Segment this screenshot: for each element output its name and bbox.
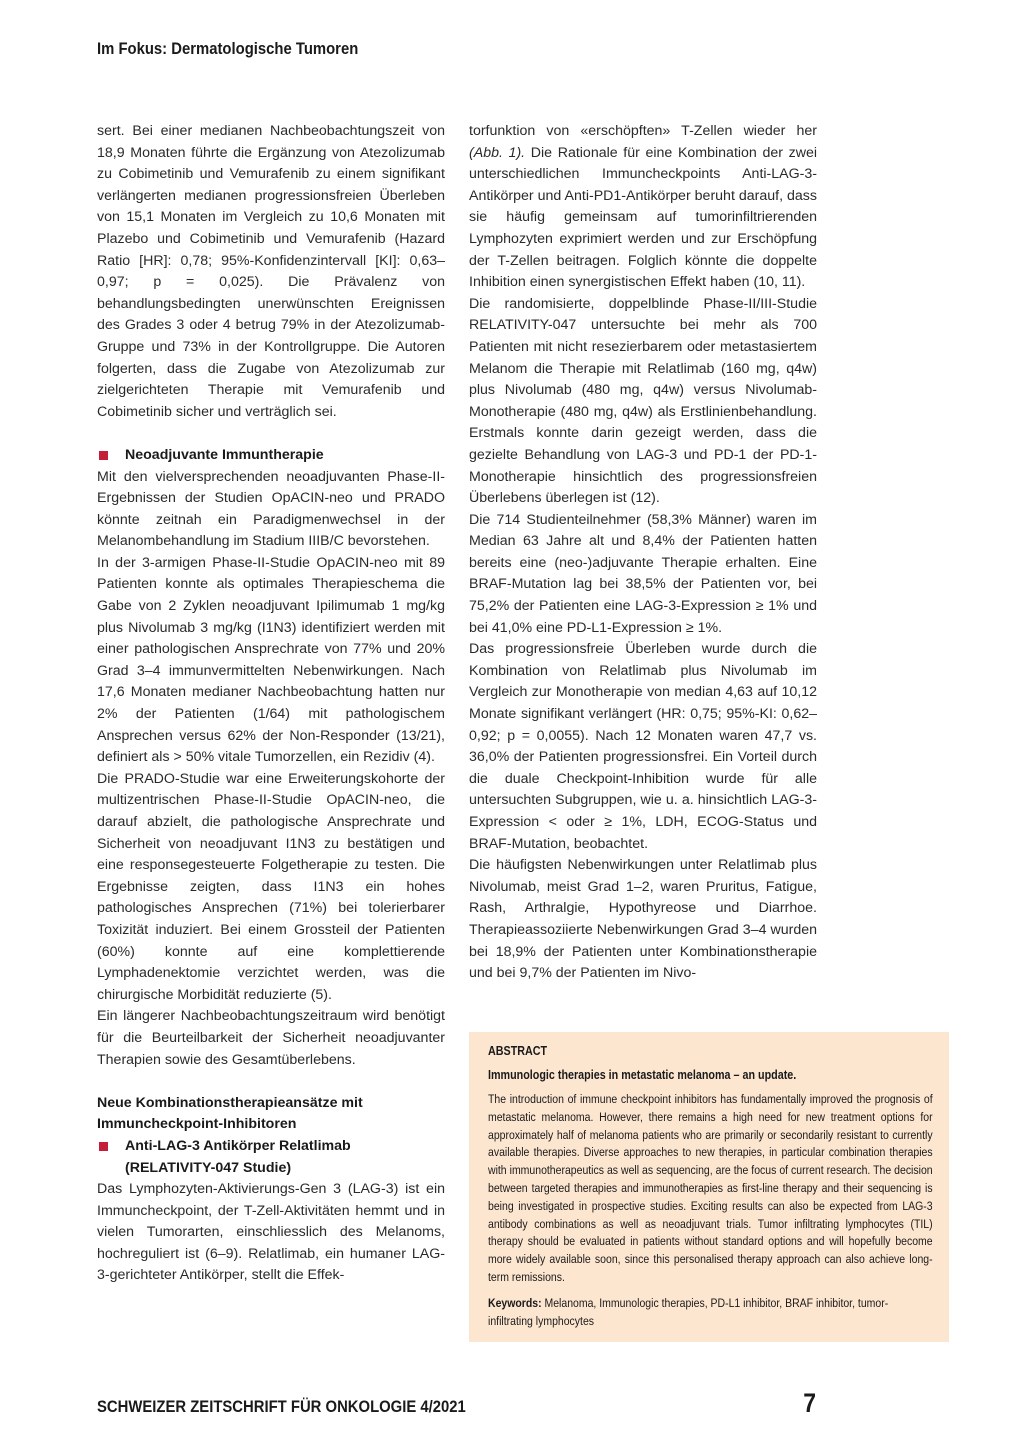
- body-paragraph: Die randomisierte, doppelblinde Phase-II/III-Studie RELATIVITY-047 untersuchte bei mehr als 700 Patienten mit nicht resezierbarem oder metastasiertem Melanom die Therapie mit Relatlimab (160 mg, q4w) plus Nivolumab (480 mg, q4w) versus Nivolumab-Monotherapie (480 mg, q4w) als Erstlinienbehandlung. Erstmals konnte darin gezeigt werden, dass die gezielte Behandlung von LAG-3 und PD-1 der PD-1-Monotherapie hinsichtlich des progressionsfreien Überlebens überlegen ist (12).: [469, 295, 817, 507]
- body-paragraph: Die 714 Studienteilnehmer (58,3% Männer) waren im Median 63 Jahre alt und 8,4% der Patienten hatten bereits eine (neo-)adjuvante Therapie erhalten. Eine BRAF-Mutation lag bei 38,5% der Patienten vor, bei 75,2% der Patienten eine LAG-3-Expression ≥ 1% und bei 41,0% eine PD-L1-Expression ≥ 1%.: [469, 511, 817, 636]
- section-heading: [97, 445, 445, 467]
- left-column: [97, 121, 445, 1287]
- bullet-square-icon: [99, 451, 108, 460]
- heading-text: Anti-LAG-3 Antikörper Relatlimab: [125, 1137, 351, 1154]
- keywords-label: Keywords:: [488, 1295, 542, 1310]
- body-paragraph: Ein längerer Nachbeobachtungszeitraum wird benötigt für die Beurteilbarkeit der Sicherheit neoadjuvanter Therapien sowie des Gesamtüberlebens.: [97, 1008, 445, 1068]
- body-paragraph: In der 3-armigen Phase-II-Studie OpACIN-neo mit 89 Patienten konnte als optimales Therapieschema die Gabe von 2 Zyklen neoadjuvant Ipilimumab 1 mg/kg plus Nivolumab 3 mg/kg (I1N3) identifiziert werden mit einer pathologischen Ansprechrate von 77% und 20% Grad 3–4 immunvermittelten Nebenwirkungen. Nach 17,6 Monaten medianer Nachbeobachtung hatten nur 2% der Patienten (1/64) mit pathologischem Ansprechen versus 62% der Non-Responder (13/21), definiert als > 50% vitale Tumorzellen, ein Rezidiv (4).: [97, 554, 445, 766]
- body-paragraph: sert. Bei einer medianen Nachbeobachtungszeit von 18,9 Monaten führte die Ergänzung von Atezolizumab zu Cobimetinib und Vemurafenib zu einem signifikant verlängerten medianen progressionsfreien Überleben von 15,1 Monaten im Vergleich zu 10,6 Monaten mit Plazebo und Cobimetinib und Vemurafenib (Hazard Ratio [HR]: 0,78; 95%-Konfidenzintervall [KI]: 0,63–0,97; p = 0,025). Die Prävalenz von behandlungsbedingten unerwünschten Ereignissen des Grades 3 oder 4 betrug 79% in der Atezolizumab-Gruppe und 73% in der Kontrollgruppe. Die Autoren folgerten, dass die Zugabe von Atezolizumab zur zielgerichteten Therapie mit Vemurafenib und Cobimetinib sicher und verträglich sei.: [97, 123, 445, 420]
- subsection-heading: [97, 1136, 445, 1158]
- body-paragraph: Das Lymphozyten-Aktivierungs-Gen 3 (LAG-3) ist ein Immuncheckpoint, der T-Zell-Aktivitäten hemmt und in vielen Tumorarten, einschliesslich des Melanoms, hochreguliert ist (6–9). Relatlimab, ein humaner LAG-3-gerichteter Antikörper, stellt die Effek-: [97, 1181, 445, 1284]
- body-paragraph: Die PRADO-Studie war eine Erweiterungskohorte der multizentrischen Phase-II-Studie OpACIN-neo, die darauf abzielt, die pathologische Ansprechrate und Sicherheit von neoadjuvant I1N3 zu bestätigen und eine responsegesteuerte Folgetherapie zu testen. Die Ergebnisse zeigten, dass I1N3 ein hohes pathologisches Ansprechen (71%) bei tolerierbarer Toxizität induziert. Bei einem Grossteil der Patienten (60%) konnte auf eine komplettierende Lymphadenektomie verzichtet werden, was die chirurgische Morbidität reduzierte (5).: [97, 770, 445, 1003]
- body-paragraph: [469, 121, 817, 294]
- abstract-label: ABSTRACT: [488, 1044, 548, 1058]
- text-run: Die Rationale für eine Kombination der zwei unterschiedlichen Immuncheckpoints Anti-LAG-3-Antikörper und Anti-PD1-Antikörper beruht darauf, dass sie häufig gemeinsam auf tumorinfiltrierenden Lymphozyten exprimiert werden und zur Erschöpfung der T-Zellen beitragen. Folglich könnte die doppelte Inhibition einen synergistischen Effekt haben (10, 11).: [469, 144, 817, 291]
- section-heading: Neue Kombinationstherapieansätze mit Immuncheckpoint-Inhibitoren: [97, 1094, 363, 1133]
- page-number: 7: [803, 1388, 816, 1418]
- running-head: Im Fokus: Dermatologische Tumoren: [97, 40, 359, 58]
- abstract-body: The introduction of immune checkpoint inhibitors has fundamentally improved the prognosis of metastatic melanoma. However, there remains a high need for new treatment options for approximately half of melanoma patients who are primarily or secondarily resistant to currently available therapies. Diverse approaches to new therapies, in particular combination therapies with immunotherapeutics as well as sequencing, are the focus of current research. The decision between targeted therapies and immunotherapies as first-line therapy and their sequencing is being investigated in prospective studies. Exciting results can also be expected from LAG-3 antibody combinations as well as neoadjuvant trials. Tumor infiltrating lymphocytes (TIL) therapy should be evaluated in patients without standard options and will hopefully become more widely available soon, since this personalised therapy approach can also achieve long-term remissions.: [488, 1092, 933, 1284]
- body-paragraph: Das progressionsfreie Überleben wurde durch die Kombination von Relatlimab plus Nivolumab im Vergleich zur Monotherapie von median 4,63 auf 10,12 Monate signifikant verlängert (HR: 0,75; 95%-KI: 0,62–0,92; p = 0,0055). Nach 12 Monaten waren 47,7 vs. 36,0% der Patienten progressionsfrei. Ein Vorteil durch die duale Checkpoint-Inhibition wurde für alle untersuchten Subgruppen, wie u. a. hinsichtlich LAG-3-Expression < oder ≥ 1%, LDH, ECOG-Status und BRAF-Mutation, beobachtet.: [469, 641, 817, 852]
- abstract-keywords: [488, 1295, 933, 1331]
- right-column: [469, 121, 817, 985]
- subsection-heading-cont: (RELATIVITY-047 Studie): [125, 1159, 292, 1176]
- body-paragraph: Die häufigsten Nebenwirkungen unter Relatlimab plus Nivolumab, meist Grad 1–2, waren Pruritus, Fatigue, Rash, Arthralgie, Hypothyreose und Diarrhoe. Therapieassoziierte Nebenwirkungen Grad 3–4 wurden bei 18,9% der Patienten unter Kombinationstherapie und bei 9,7% der Patienten im Nivo-: [469, 857, 817, 982]
- bullet-square-icon: [99, 1142, 108, 1151]
- abstract-box: [469, 1032, 949, 1342]
- body-paragraph: Mit den vielversprechenden neoadjuvanten Phase-II-Ergebnissen der Studien OpACIN-neo und PRADO könnte zeitnah ein Paradigmenwechsel in der Melanombehandlung im Stadium IIIB/C bevorstehen.: [97, 468, 445, 550]
- heading-text: Neoadjuvante Immuntherapie: [125, 446, 324, 463]
- figure-reference[interactable]: (Abb. 1).: [469, 144, 526, 161]
- keywords-text: Melanoma, Immunologic therapies, PD-L1 inhibitor, BRAF inhibitor, tumor-infiltrating lymphocytes: [488, 1295, 889, 1328]
- text-run: torfunktion von «erschöpften» T-Zellen wieder her: [469, 123, 817, 139]
- abstract-title: Immunologic therapies in metastatic melanoma – an update.: [488, 1068, 797, 1082]
- footer-journal: SCHWEIZER ZEITSCHRIFT FÜR ONKOLOGIE 4/2021: [97, 1398, 466, 1416]
